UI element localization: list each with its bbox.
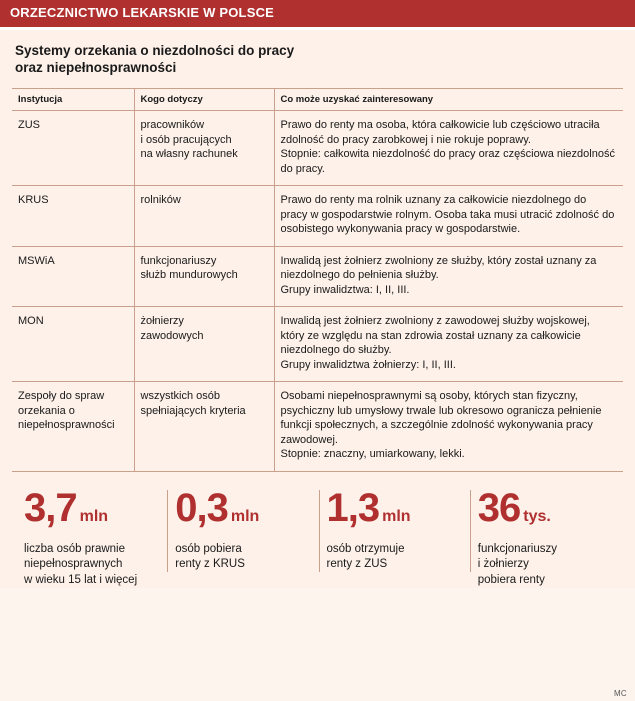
stat-item bbox=[319, 486, 470, 589]
table-row bbox=[12, 307, 623, 382]
page-header bbox=[0, 0, 635, 30]
stat-value bbox=[327, 486, 464, 539]
cell-description: Osobami niepełnosprawnymi są osoby, których stan fizyczny, psychiczny lub umysłowy trwale lub okresowo ogranicza pełnienie funkcji społecznych, a szczególnie zdolność wykonywania pracy zawodowej. Stopnie: znaczny, umiarkowany, lekki. bbox=[274, 382, 623, 472]
stat-unit-text: mln bbox=[79, 507, 109, 525]
stat-item bbox=[470, 486, 621, 589]
cell-description: Inwalidą jest żołnierz zwolniony z zawodowej służby wojskowej, który ze względu na stan zdrowia został uznany za całkowicie niezdolnego do służby. Grupy inwalidztwa żołnierzy: I, II, III. bbox=[274, 307, 623, 382]
table-row bbox=[12, 246, 623, 307]
stat-label: funkcjonariuszy i żołnierzy pobiera renty bbox=[477, 542, 558, 586]
stat-item bbox=[16, 486, 167, 589]
table-row bbox=[12, 186, 623, 247]
subtitle-line-1: Systemy orzekania o niezdolności do pracy bbox=[15, 43, 295, 58]
cell-who: rolników bbox=[134, 186, 274, 247]
stat-value bbox=[24, 486, 161, 539]
cell-who: pracowników i osób pracujących na własny rachunek bbox=[134, 111, 274, 186]
stat-value bbox=[478, 486, 615, 539]
systems-table bbox=[12, 88, 623, 472]
stat-number-text: 36 bbox=[477, 485, 521, 530]
credit-text: MC bbox=[613, 689, 627, 698]
key-figures bbox=[12, 486, 623, 589]
stat-unit-text: mln bbox=[230, 507, 260, 525]
stat-value bbox=[175, 486, 312, 539]
stat-number-text: 0,3 bbox=[175, 485, 228, 530]
cell-institution: ZUS bbox=[12, 111, 134, 186]
stat-unit-text: tys. bbox=[523, 507, 551, 525]
table-row bbox=[12, 111, 623, 186]
header-title: ORZECZNICTWO LEKARSKIE W POLSCE bbox=[10, 5, 275, 20]
column-header-benefit: Co może uzyskać zainteresowany bbox=[274, 89, 623, 111]
table-row bbox=[12, 382, 623, 472]
stat-label: liczba osób prawnie niepełnosprawnych w wieku 15 lat i więcej bbox=[24, 542, 138, 586]
stat-unit-text: mln bbox=[382, 507, 411, 525]
column-header-institution: Instytucja bbox=[12, 89, 134, 111]
page-subtitle bbox=[15, 42, 623, 76]
column-header-who: Kogo dotyczy bbox=[134, 89, 274, 111]
stat-number-text: 1,3 bbox=[326, 485, 380, 530]
cell-institution: MSWiA bbox=[12, 246, 134, 307]
stat-number-text: 3,7 bbox=[24, 485, 77, 530]
table-header-row bbox=[12, 89, 623, 111]
cell-institution: MON bbox=[12, 307, 134, 382]
cell-institution: KRUS bbox=[12, 186, 134, 247]
cell-description: Prawo do renty ma rolnik uznany za całkowicie niezdolnego do pracy w gospodarstwie rolnym. Osoba taka musi utracić zdolność do osobistego wykonywania pracy w gospodarstwie. bbox=[274, 186, 623, 247]
stat-label: osób pobiera renty z KRUS bbox=[175, 542, 245, 570]
cell-description: Prawo do renty ma osoba, która całkowicie lub częściowo utraciła zdolność do pracy zarobkowej i nie rokuje poprawy. Stopnie: całkowita niezdolność do pracy oraz częściowa niezdolność do pracy. bbox=[274, 111, 623, 186]
cell-who: żołnierzy zawodowych bbox=[134, 307, 274, 382]
stat-item bbox=[167, 486, 318, 589]
cell-description: Inwalidą jest żołnierz zwolniony ze służby, który został uznany za niezdolnego do pełnienia służby. Grupy inwalidztwa: I, II, III. bbox=[274, 246, 623, 307]
cell-who: funkcjonariuszy służb mundurowych bbox=[134, 246, 274, 307]
subtitle-line-2: oraz niepełnosprawności bbox=[15, 60, 177, 75]
cell-who: wszystkich osób spełniających kryteria bbox=[134, 382, 274, 472]
stat-label: osób otrzymuje renty z ZUS bbox=[326, 542, 405, 570]
content-area bbox=[0, 30, 635, 588]
cell-institution: Zespoły do spraw orzekania o niepełnosprawności bbox=[12, 382, 134, 472]
